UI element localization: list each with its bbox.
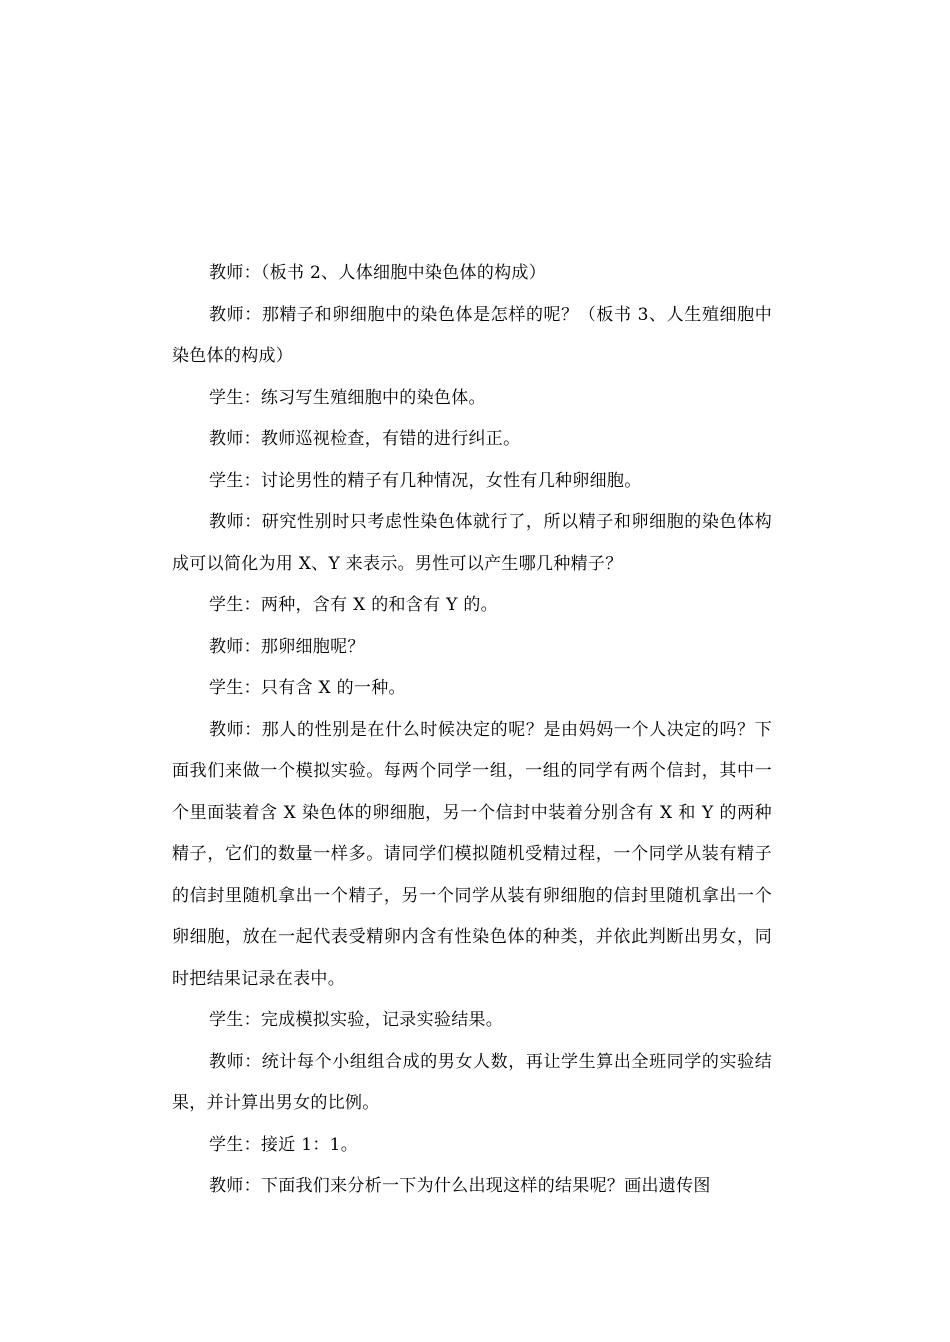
document-body [172,253,772,1208]
paragraph-teacher-sex-chromosomes: 教师：研究性别时只考虑性染色体就行了，所以精子和卵细胞的染色体构成可以简化为用 X、Y 来表示。男性可以产生哪几种精子？ [172,512,772,574]
paragraph-teacher-inspect: 教师：教师巡视检查，有错的进行纠正。 [209,429,521,449]
paragraph-teacher-egg-question: 教师：那卵细胞呢？ [209,636,365,657]
paragraph-student-ratio: 学生：接近 1：1。 [209,1134,359,1155]
paragraph-student-practice: 学生：练习写生殖细胞中的染色体。 [209,387,486,408]
paragraph-student-two-kinds: 学生：两种，含有 X 的和含有 Y 的。 [209,595,498,615]
paragraph-student-discuss: 学生：讨论男性的精子有几种情况，女性有几种卵细胞。 [209,470,642,491]
paragraph-teacher-simulation: 教师：那人的性别是在什么时候决定的呢？是由妈妈一个人决定的吗？下面我们来做一个模拟实验。每两个同学一组，一组的同学有两个信封，其中一个里面装着含 X 染色体的卵细胞，另一个信封中装着分别含有 X 和 Y 的两种精子，它们的数量一样多。请同学们模拟随机受精过程，一个同学从装有精子的信封里随机拿出一个精子，另一个同学从装有卵细胞的信封里随机拿出一个卵细胞，放在一起代表受精卵内含有性染色体的种类，并依此判断出男女，同时把结果记录在表中。 [172,719,772,989]
paragraph-teacher-board-note-2: 教师：（板书 2、人体细胞中染色体的构成） [209,263,547,283]
paragraph-teacher-question-germ-cells: 教师：那精子和卵细胞中的染色体是怎样的呢？（板书 3、人生殖细胞中染色体的构成） [172,304,772,366]
paragraph-teacher-analysis: 教师：下面我们来分析一下为什么出现这样的结果呢？画出遗传图 [209,1176,711,1196]
paragraph-student-complete-experiment: 学生：完成模拟实验，记录实验结果。 [209,1010,504,1030]
paragraph-student-one-kind: 学生：只有含 X 的一种。 [209,678,406,698]
paragraph-teacher-statistics: 教师：统计每个小组组合成的男女人数，再让学生算出全班同学的实验结果，并计算出男女的比例。 [172,1051,772,1113]
